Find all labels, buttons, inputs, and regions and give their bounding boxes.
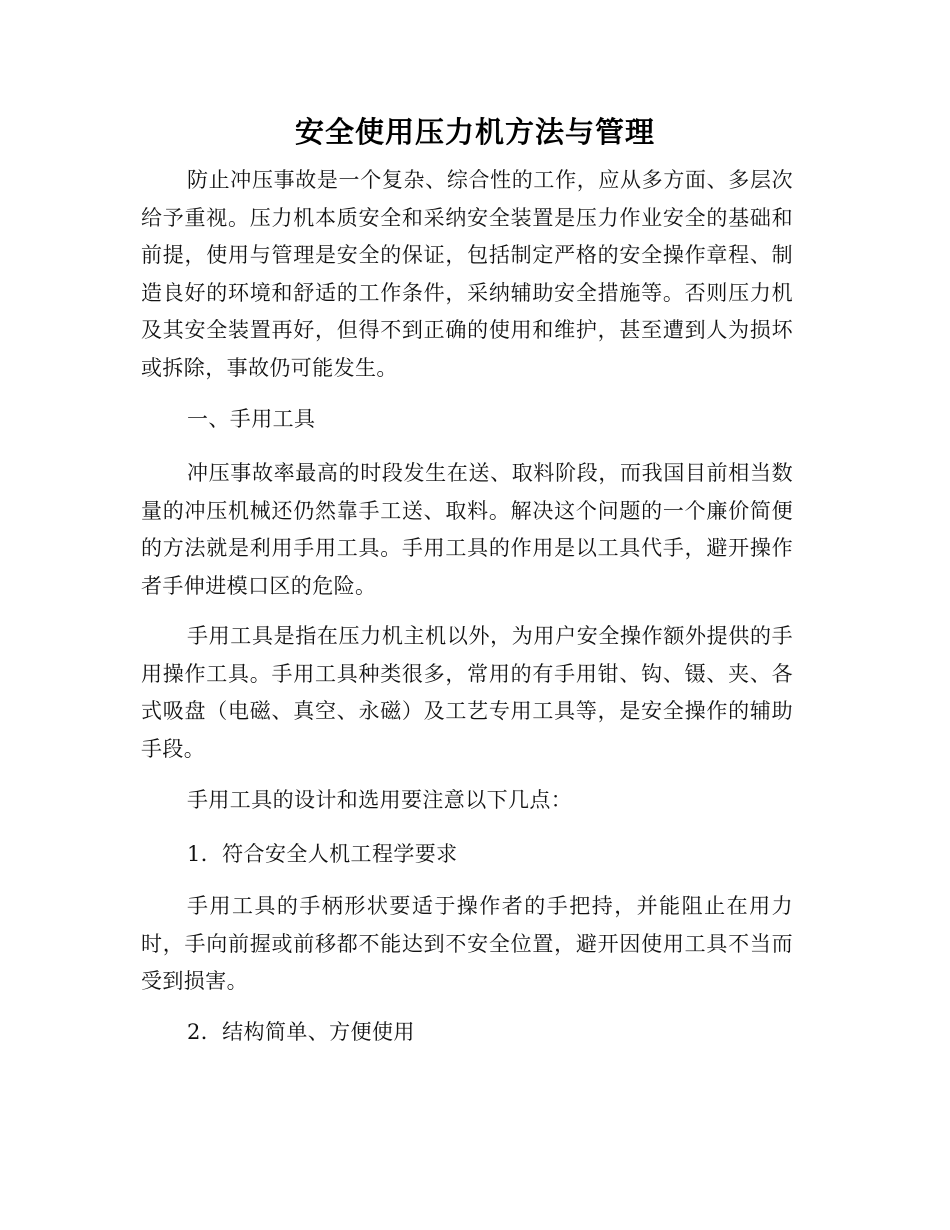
paragraph-intro: 防止冲压事故是一个复杂、综合性的工作，应从多方面、多层次给予重视。压力机本质安全和采纳安全装置是压力作业安全的基础和前提，使用与管理是安全的保证，包括制定严格的安全操作章程、制造良好的环境和舒适的工作条件，采纳辅助安全措施等。否则压力机及其安全装置再好，但得不到正确的使用和维护，甚至遭到人为损坏或拆除，事故仍可能发生。 [141, 168, 793, 380]
list-item-heading-2: 2．结构简单、方便使用 [187, 1020, 415, 1044]
document-title: 安全使用压力机方法与管理 [294, 115, 655, 149]
section-heading-hand-tools: 一、手用工具 [187, 407, 316, 431]
paragraph-hand-tools-purpose: 冲压事故率最高的时段发生在送、取料阶段，而我国目前相当数量的冲压机械还仍然靠手工送、取料。解决这个问题的一个廉价简便的方法就是利用手用工具。手用工具的作用是以工具代手，避开操作者手伸进模口区的危险。 [141, 461, 793, 598]
list-item-heading-1: 1．符合安全人机工程学要求 [187, 842, 458, 866]
paragraph-ergonomics: 手用工具的手柄形状要适于操作者的手把持，并能阻止在用力时，手向前握或前移都不能达到不安全位置，避开因使用工具不当而受到损害。 [141, 894, 793, 993]
paragraph-design-notes-intro: 手用工具的设计和选用要注意以下几点： [187, 788, 573, 812]
paragraph-hand-tools-definition: 手用工具是指在压力机主机以外，为用户安全操作额外提供的手用操作工具。手用工具种类很多，常用的有手用钳、钩、镊、夹、各式吸盘（电磁、真空、永磁）及工艺专用工具等，是安全操作的辅助手段。 [141, 624, 793, 761]
